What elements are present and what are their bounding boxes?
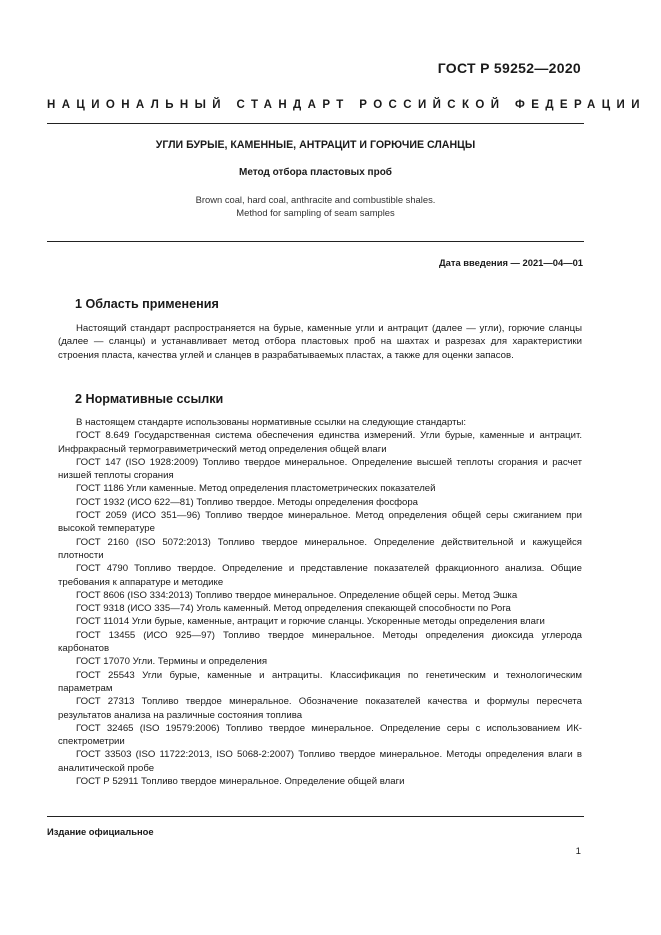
footer-divider [47,816,584,817]
reference-item: ГОСТ 2160 (ISO 5072:2013) Топливо твердое минеральное. Определение действительной и кажущейся плотности [58,536,582,561]
header-divider-top [47,123,584,124]
section-1-heading: 1 Область применения [75,297,219,311]
reference-item: ГОСТ 32465 (ISO 19579:2006) Топливо твердое минеральное. Определение серы с использованием ИК-спектрометрии [58,722,582,748]
reference-item: ГОСТ 33503 (ISO 11722:2013, ISO 5068-2:2007) Топливо твердое минеральное. Методы определения влаги в аналитической пробе [58,749,582,774]
section-2-body [58,416,582,788]
english-title-line-1: Brown coal, hard coal, anthracite and combustible shales. [195,194,436,205]
section-1-body [58,322,582,362]
document-title: УГЛИ БУРЫЕ, КАМЕННЫЕ, АНТРАЦИТ И ГОРЮЧИЕ СЛАНЦЫ [155,139,476,151]
reference-item: ГОСТ 9318 (ИСО 335—74) Уголь каменный. Метод определения спекающей способности по Рога [76,603,511,615]
reference-item: ГОСТ 4790 Топливо твердое. Определение и представление показателей фракционного анализа. Общие требования к аппаратуре и методике [58,563,582,588]
national-standard-banner: НАЦИОНАЛЬНЫЙ СТАНДАРТ РОССИЙСКОЙ ФЕДЕРАЦИИ [47,99,646,111]
section-2-heading: 2 Нормативные ссылки [75,392,224,406]
reference-item: ГОСТ 11014 Угли бурые, каменные, антрацит и горючие сланцы. Ускоренные методы определения влаги [76,616,545,628]
english-title [47,193,584,219]
reference-item: ГОСТ 17070 Угли. Термины и определения [76,656,268,668]
reference-item: ГОСТ 147 (ISO 1928:2009) Топливо твердое минеральное. Определение высшей теплоты сгорания и расчет низшей теплоты сгорания [58,456,582,482]
header-divider-bottom [47,241,584,242]
section-1-paragraph: Настоящий стандарт распространяется на бурые, каменные угли и антрацит (далее — угли), горючие сланцы (далее — сланцы) и устанавливает метод отбора пластовых проб на шахтах и разрезах для характеристики строения пласта, качества углей и сланцев в разрабатываемых пластах, а также для оценки запасов. [58,323,582,361]
document-number: ГОСТ Р 59252—2020 [437,60,581,76]
document-subtitle: Метод отбора пластовых проб [239,167,392,178]
reference-item: ГОСТ 25543 Угли бурые, каменные и антрациты. Классификация по генетическим и технологическим параметрам [58,669,582,694]
reference-item: ГОСТ 1932 (ИСО 622—81) Топливо твердое. Методы определения фосфора [76,496,419,508]
reference-item: ГОСТ Р 52911 Топливо твердое минеральное. Определение общей влаги [76,776,405,788]
reference-item: В настоящем стандарте использованы нормативные ссылки на следующие стандарты: [76,417,467,428]
reference-item: ГОСТ 1186 Угли каменные. Метод определения пластометрических показателей [76,483,436,495]
english-title-line-2: Method for sampling of seam samples [236,207,395,218]
reference-item: ГОСТ 8.649 Государственная система обеспечения единства измерений. Угли бурые, каменные и антрацит. Инфракрасный термогравиметрический метод определения общей влаги [58,430,582,455]
page-number: 1 [575,846,581,857]
reference-item: ГОСТ 27313 Топливо твердое минеральное. Обозначение показателей качества и формулы пересчета результатов анализа на различные состояния топлива [58,696,582,721]
introduction-date: Дата введения — 2021—04—01 [438,257,583,268]
official-edition-note: Издание официальное [47,826,154,837]
reference-item: ГОСТ 13455 (ИСО 925—97) Топливо твердое минеральное. Методы определения диоксида углерода карбонатов [58,629,582,655]
reference-item: ГОСТ 8606 (ISO 334:2013) Топливо твердое минеральное. Определение общей серы. Метод Эшка [76,589,518,601]
reference-item: ГОСТ 2059 (ИСО 351—96) Топливо твердое минеральное. Метод определения общей серы сжиганием при высокой температуре [58,510,582,535]
